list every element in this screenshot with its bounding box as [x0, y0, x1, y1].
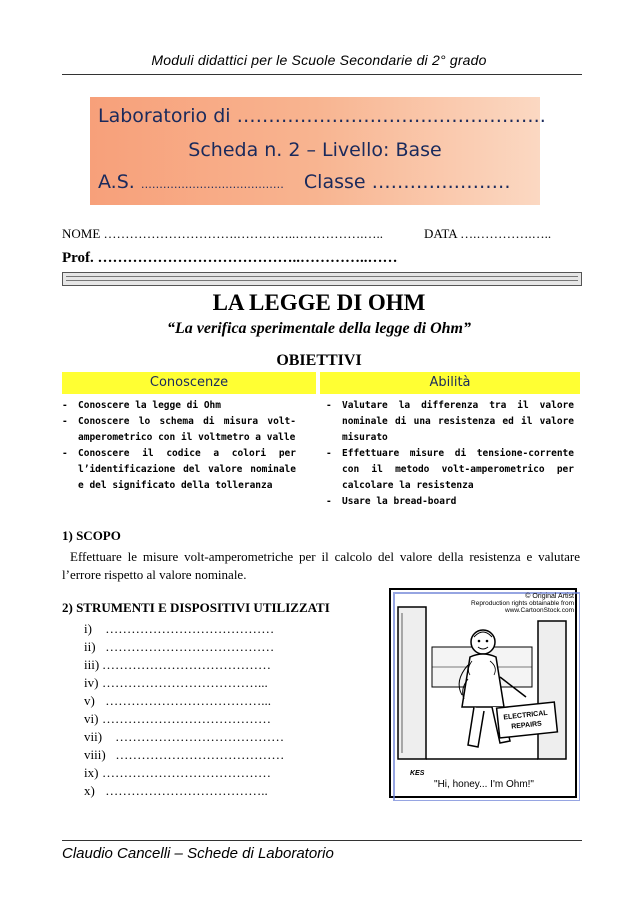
lab-title-line: Laboratorio di …………………………..…………….. [98, 105, 546, 127]
as-label: A.S. [98, 171, 135, 193]
footer-rule [62, 840, 582, 841]
cartoon-rights: Reproduction rights obtainable from [471, 600, 574, 607]
scheda-level-line: Scheda n. 2 – Livello: Base [188, 139, 442, 161]
scopo-text: Effettuare le misure volt-amperometriche per il calcolo del valore della resistenza e valutare l’errore rispetto al valore nominale. [62, 549, 580, 582]
as-dots: ………………………………… [140, 178, 284, 191]
cartoon-box-label: ELECTRICAL [503, 709, 548, 722]
page-subtitle: “La verifica sperimentale della legge di Ohm” [167, 320, 471, 337]
conoscenze-list [62, 398, 296, 494]
strumenti-item: v) ………………………………... [84, 693, 271, 708]
nome-field: NOME ………………………….…………..…………….….. [62, 226, 384, 241]
conoscenze-header: Conoscenze [62, 372, 316, 394]
prof-field: Prof. …………………………………..…………..…… [62, 250, 398, 266]
lab-title-box [90, 97, 546, 205]
strumenti-item: i) ………………………………… [84, 621, 275, 636]
scopo-heading: 1) SCOPO [62, 528, 121, 543]
conoscenze-item: - Conoscere il codice a colori per l’identificazione del valore nominale e del significato della tolleranza [62, 446, 296, 494]
cartoon-box-label: REPAIRS [510, 720, 543, 731]
abilita-item: - Valutare la differenza tra il valore nominale di una resistenza ed il valore misurato [326, 398, 574, 446]
conoscenze-item: - Conoscere lo schema di misura volt-amperometrico con il voltmetro a valle [62, 414, 296, 446]
header-rule [62, 74, 582, 75]
footer-text: Claudio Cancelli – Schede di Laboratorio [62, 845, 334, 862]
strumenti-item: x) ……………………………….. [84, 783, 268, 798]
strumenti-item: iv) ………………………………... [84, 675, 268, 690]
strumenti-heading: 2) STRUMENTI E DISPOSITIVI UTILIZZATI [62, 600, 330, 615]
strumenti-item: vi) ………………………………… [84, 711, 271, 726]
school-year-class-line [98, 171, 511, 193]
strumenti-item: ix) ………………………………… [84, 765, 271, 780]
page-title: LA LEGGE DI OHM [212, 290, 426, 315]
abilita-list [326, 398, 574, 510]
section-divider-bar [62, 272, 582, 286]
classe-field: Classe ………….……… [303, 171, 511, 193]
cartoon-copyright: © Original Artist [525, 593, 574, 600]
strumenti-item: vii) ………………………………… [84, 729, 285, 744]
conoscenze-item: - Conoscere la legge di Ohm [62, 398, 296, 414]
document-header-title: Moduli didattici per le Scuole Secondarie di 2° grado [151, 52, 487, 68]
strumenti-item: ii) ………………………………… [84, 639, 275, 654]
abilita-item: - Usare la bread-board [326, 494, 574, 510]
cartoon-caption: "Hi, honey... I'm Ohm!" [434, 779, 534, 790]
cartoon-site: www.CartoonStock.com [505, 607, 574, 614]
abilita-item: - Effettuare misure di tensione-corrente con il metodo volt-amperometrico per calcolare la resistenza [326, 446, 574, 494]
strumenti-list [84, 620, 284, 800]
obiettivi-heading: OBIETTIVI [276, 352, 362, 369]
strumenti-item: viii) ………………………………… [84, 747, 285, 762]
abilita-header: Abilità [320, 372, 580, 394]
cartoon-signature: KES [410, 770, 425, 777]
ohm-cartoon-illustration [388, 587, 580, 801]
strumenti-item: iii) ………………………………… [84, 657, 271, 672]
data-field: DATA ….………….….. [424, 226, 552, 241]
